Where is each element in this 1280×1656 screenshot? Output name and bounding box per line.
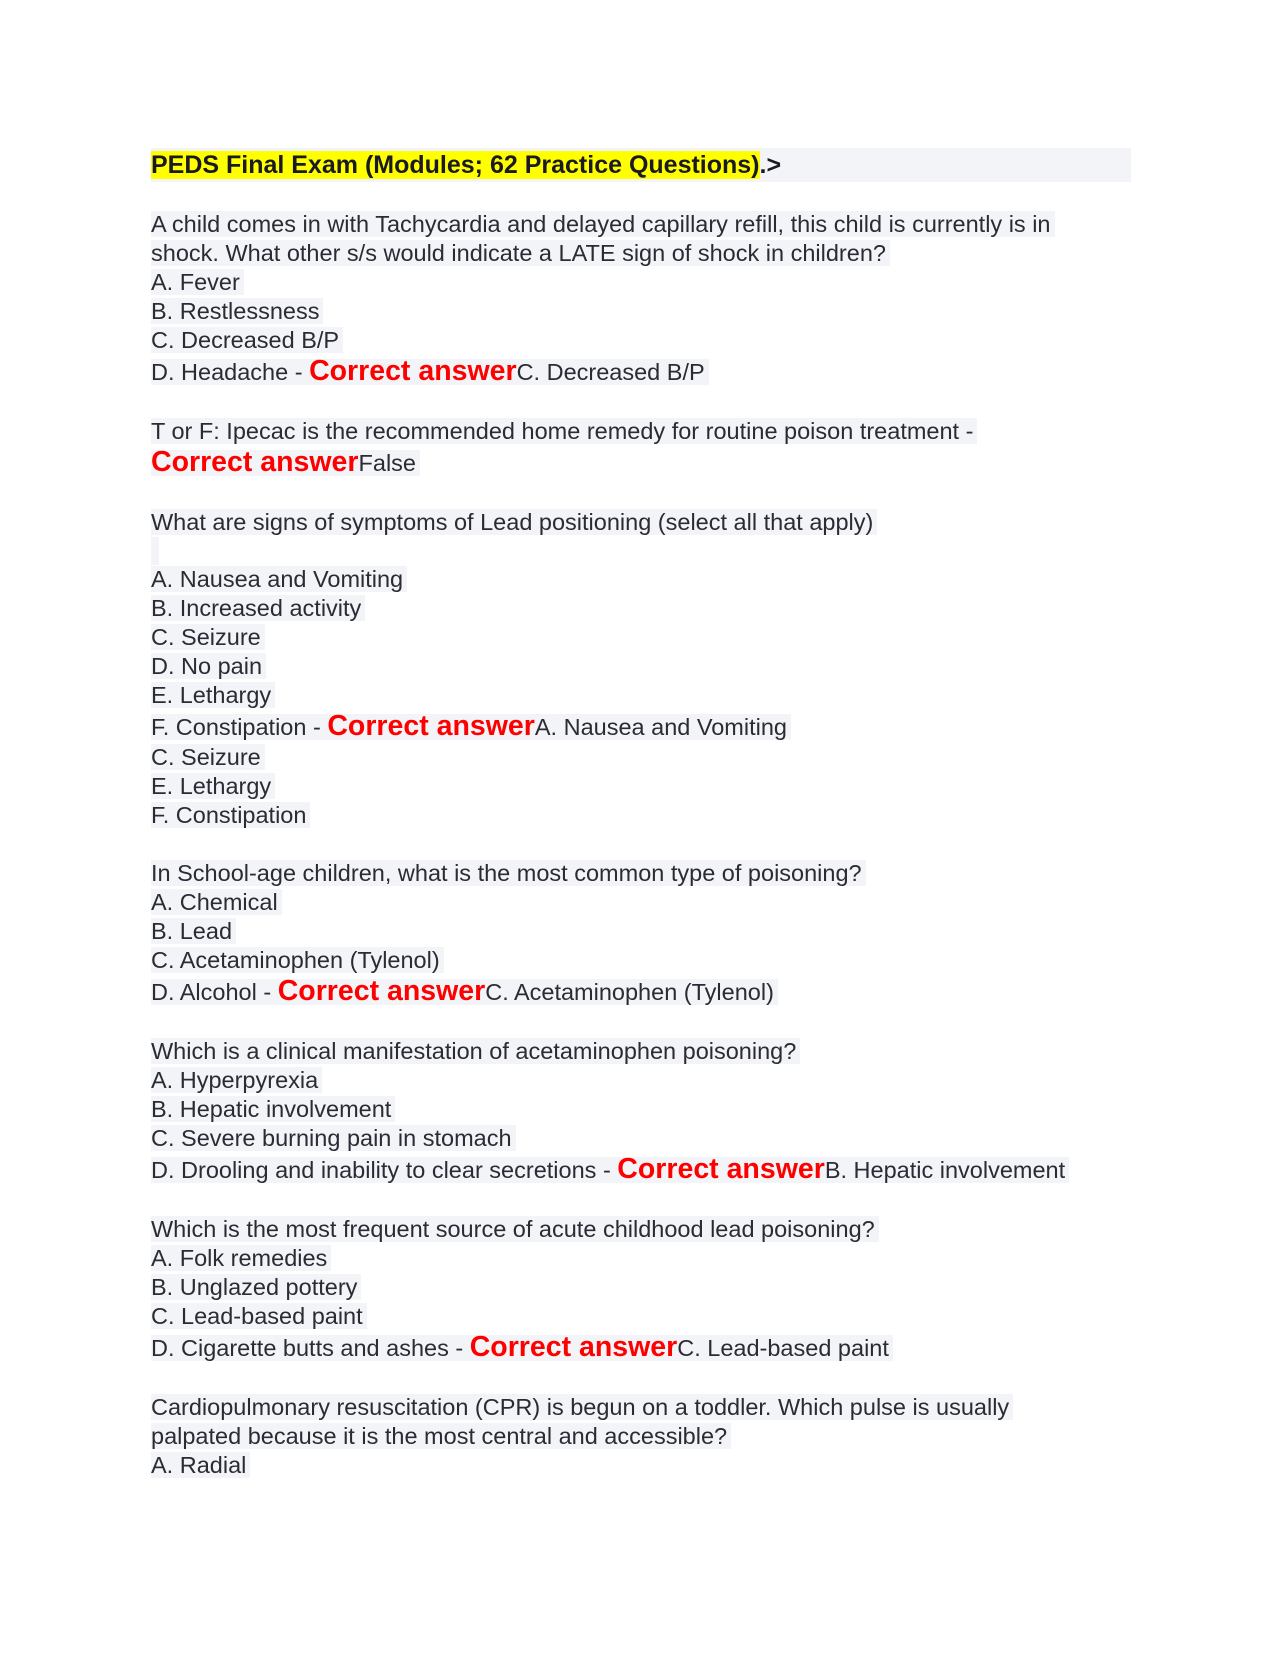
title-row <box>151 148 1131 182</box>
option-a: A. Fever <box>151 269 244 295</box>
question-4 <box>151 859 1131 1008</box>
answer-text: F. Constipation <box>151 802 310 828</box>
option-b: B. Hepatic involvement <box>151 1096 395 1122</box>
answer-line <box>151 1331 893 1363</box>
question-3 <box>151 508 1131 830</box>
question-1 <box>151 210 1131 388</box>
question-stem: In School-age children, what is the most common type of poisoning? <box>151 860 866 886</box>
question-stem: Which is a clinical manifestation of acetaminophen poisoning? <box>151 1038 800 1064</box>
option-a: A. Folk remedies <box>151 1245 331 1271</box>
document-title: PEDS Final Exam (Modules; 62 Practice Questions) <box>151 151 760 179</box>
option-b: B. Lead <box>151 918 236 944</box>
correct-answer-label: Correct answer <box>327 710 535 742</box>
question-stem: palpated because it is the most central and accessible? <box>151 1423 731 1449</box>
question-5 <box>151 1037 1131 1186</box>
option-d: D. Drooling and inability to clear secretions - <box>151 1157 618 1183</box>
question-stem: Which is the most frequent source of acute childhood lead poisoning? <box>151 1216 879 1242</box>
answer-line <box>151 355 709 387</box>
option-b: B. Unglazed pottery <box>151 1274 361 1300</box>
answer-line <box>151 1153 1069 1185</box>
answer-text: A. Nausea and Vomiting <box>534 714 787 740</box>
option-e: E. Lethargy <box>151 682 275 708</box>
option-c: C. Severe burning pain in stomach <box>151 1125 516 1151</box>
answer-text: C. Lead-based paint <box>677 1335 889 1361</box>
option-c: C. Lead-based paint <box>151 1303 367 1329</box>
correct-answer-label: Correct answer <box>469 1331 678 1363</box>
correct-answer-label: Correct answer <box>151 446 359 478</box>
title-suffix: .> <box>759 151 782 179</box>
document-page <box>151 148 1131 1509</box>
blank-line <box>151 537 1131 565</box>
answer-text: C. Seizure <box>151 744 265 770</box>
question-stem: What are signs of symptoms of Lead positioning (select all that apply) <box>151 509 877 535</box>
correct-answer-label: Correct answer <box>617 1153 825 1185</box>
question-stem: shock. What other s/s would indicate a LATE sign of shock in children? <box>151 240 890 266</box>
question-7 <box>151 1393 1131 1480</box>
question-stem: A child comes in with Tachycardia and delayed capillary refill, this child is currently is in <box>151 211 1055 237</box>
option-d: D. No pain <box>151 653 266 679</box>
option-b: B. Restlessness <box>151 298 323 324</box>
question-6 <box>151 1215 1131 1364</box>
option-d: D. Alcohol - <box>151 979 278 1005</box>
question-stem: T or F: Ipecac is the recommended home remedy for routine poison treatment - <box>151 418 977 444</box>
option-d: D. Cigarette butts and ashes - <box>151 1335 470 1361</box>
question-2 <box>151 417 1131 479</box>
correct-answer-label: Correct answer <box>309 355 517 387</box>
answer-line <box>151 446 420 478</box>
answer-line <box>151 975 778 1007</box>
option-d: D. Headache - <box>151 359 310 385</box>
option-a: A. Hyperpyrexia <box>151 1067 322 1093</box>
option-c: C. Decreased B/P <box>151 327 343 353</box>
answer-text: B. Hepatic involvement <box>824 1157 1066 1183</box>
correct-answer-label: Correct answer <box>277 975 486 1007</box>
option-a: A. Nausea and Vomiting <box>151 566 407 592</box>
answer-text: False <box>358 450 416 476</box>
answer-text: C. Acetaminophen (Tylenol) <box>485 979 774 1005</box>
option-c: C. Acetaminophen (Tylenol) <box>151 947 444 973</box>
option-c: C. Seizure <box>151 624 265 650</box>
option-a: A. Chemical <box>151 889 282 915</box>
answer-line <box>151 710 791 742</box>
option-b: B. Increased activity <box>151 595 365 621</box>
option-f: F. Constipation - <box>151 714 328 740</box>
question-stem: Cardiopulmonary resuscitation (CPR) is begun on a toddler. Which pulse is usually <box>151 1394 1013 1420</box>
answer-text: E. Lethargy <box>151 773 275 799</box>
option-a: A. Radial <box>151 1452 250 1478</box>
answer-text: C. Decreased B/P <box>516 359 705 385</box>
